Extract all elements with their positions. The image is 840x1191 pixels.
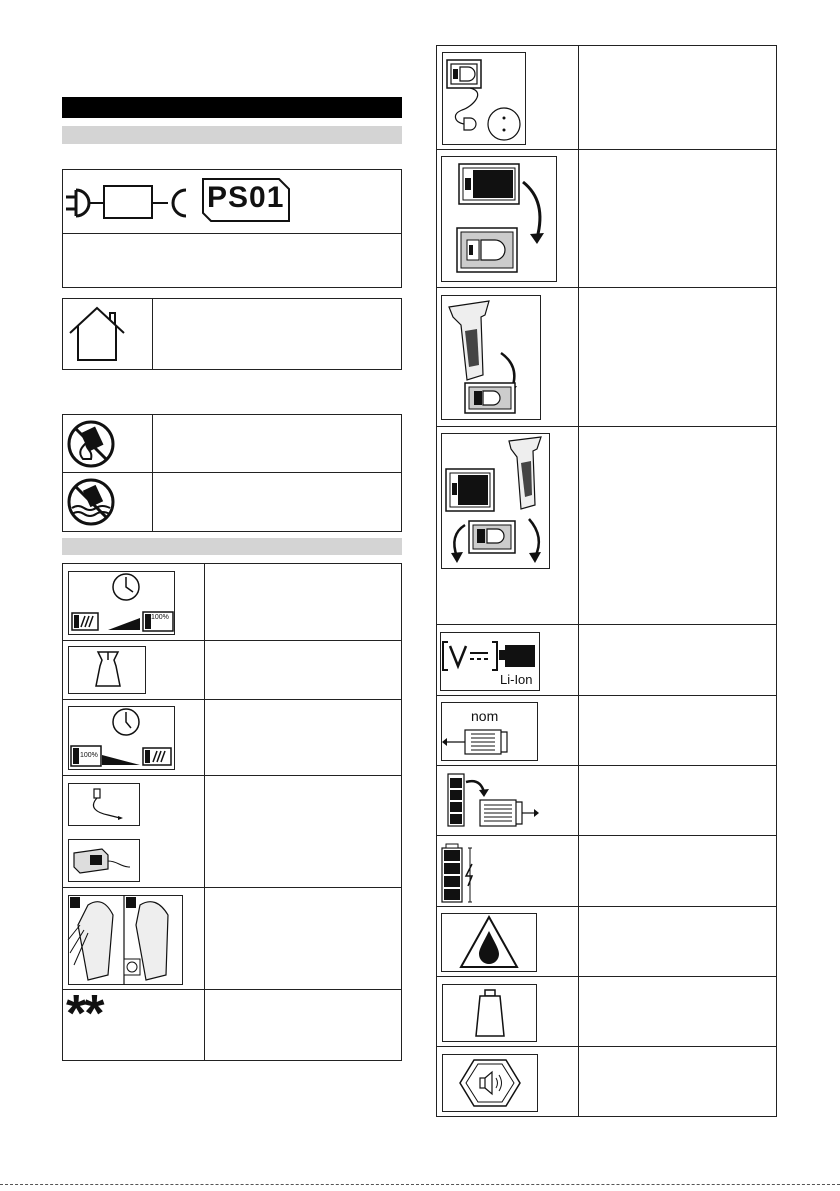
- plug-adapter-icon: [64, 180, 194, 230]
- subsection-heading-bar: [62, 126, 402, 144]
- subsection-heading-bar-2: [62, 538, 402, 555]
- battery-full-label: 100%: [151, 614, 169, 621]
- battery-capacity-icon: [440, 840, 500, 906]
- battery-full-label-2: 100%: [80, 752, 98, 759]
- no-fire-battery-icon: [66, 419, 116, 469]
- battery-motor-icon: [444, 770, 554, 830]
- double-asterisk-icon: **: [66, 985, 103, 1043]
- nominal-label: nom: [471, 708, 499, 724]
- house-icon: [66, 305, 128, 363]
- li-ion-label: Li-Ion: [500, 672, 533, 687]
- page-footer-line: [0, 1184, 840, 1185]
- section-heading-bar: [62, 97, 402, 118]
- plug-code-label: PS01: [207, 181, 285, 214]
- no-water-battery-icon: [66, 477, 116, 527]
